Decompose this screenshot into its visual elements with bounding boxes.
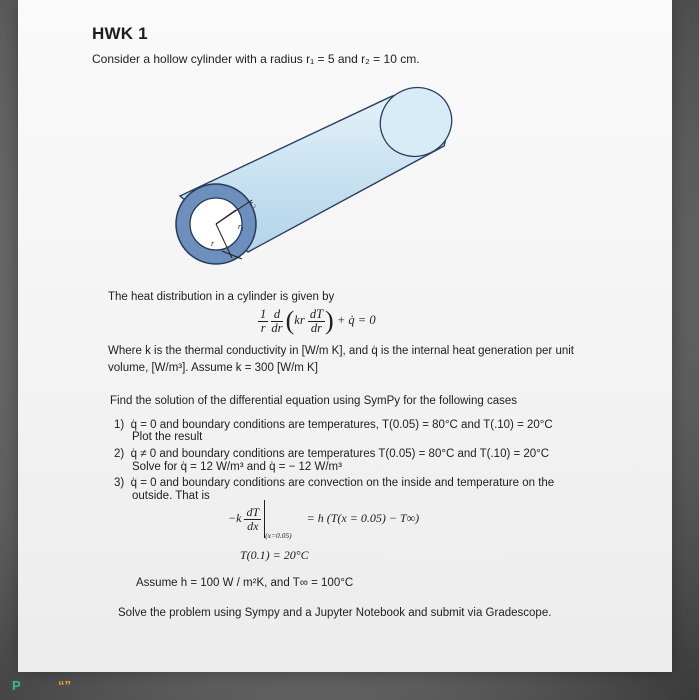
case-3-line-2: outside. That is (132, 490, 210, 502)
page-title: HWK 1 (92, 24, 148, 43)
quote-app-icon[interactable]: “” (58, 678, 71, 693)
bc-rhs: = h (T(x = 0.05) − T∞) (306, 510, 420, 525)
boundary-condition-outer: T(0.1) = 20°C (240, 548, 309, 562)
heat-intro-text: The heat distribution in a cylinder is given by (108, 291, 335, 303)
case-3-line-1: 3) q̇ = 0 and boundary conditions are convection on the inside and temperature on the (114, 477, 555, 489)
eq-frac2-den: dr (271, 320, 283, 335)
cylinder-figure (158, 86, 468, 276)
solve-instruction: Solve the problem using Sympy and a Jupyter Notebook and submit via Gradescope. (118, 607, 552, 619)
eq-frac1-num: 1 (260, 306, 267, 321)
eq-frac3-den: dr (310, 320, 322, 335)
label-r2: r₂ (250, 199, 256, 208)
eq-frac3-num: dT (309, 306, 324, 321)
assumption-h: Assume h = 100 W / m²K, and T∞ = 100°C (136, 577, 354, 589)
where-line-2: volume, [W/m³]. Assume k = 300 [W/m K] (108, 362, 318, 374)
bc-frac-den: dx (247, 518, 259, 533)
heat-equation: $\frac{1}{r}$ $\frac{d}{dr}$ (kr $\frac{dT}{dr}$ ) + q̇ = 0 (260, 306, 376, 335)
case-1-line-2: Plot the result (132, 431, 203, 443)
label-r: r (211, 239, 215, 248)
eq-rest: + q̇ = 0 (336, 312, 376, 327)
case-2-line-2: Solve for q̇ = 12 W/m³ and q̇ = − 12 W/m³ (132, 461, 342, 473)
document-page (18, 0, 672, 672)
bc-eval-at: (x=0.05) (265, 530, 292, 540)
case-2-line-1: 2) q̇ ≠ 0 and boundary conditions are temperatures T(0.05) = 80°C and T(.10) = 20°C (114, 448, 550, 460)
bc-lhs-prefix: −k (228, 510, 242, 525)
where-line-1: Where k is the thermal conductivity in [W/m K], and q̇ is the internal heat generation per unit (108, 345, 574, 357)
intro-text: Consider a hollow cylinder with a radius r₁ = 5 and r₂ = 10 cm. (92, 52, 420, 66)
eq-frac2-num: d (271, 308, 282, 322)
eq-frac1-den: r (260, 320, 266, 335)
eq-inner: kr (294, 312, 305, 327)
label-r1: r₁ (238, 222, 244, 231)
find-instruction: Find the solution of the differential equation using SymPy for the following cases (110, 395, 517, 407)
bc-frac-num: dT (246, 504, 260, 519)
p-app-icon[interactable]: P (12, 678, 21, 693)
case-1-line-1: 1) q̇ = 0 and boundary conditions are temperatures, T(0.05) = 80°C and T(.10) = 20°C (114, 419, 553, 431)
boundary-condition-equation (228, 500, 419, 540)
